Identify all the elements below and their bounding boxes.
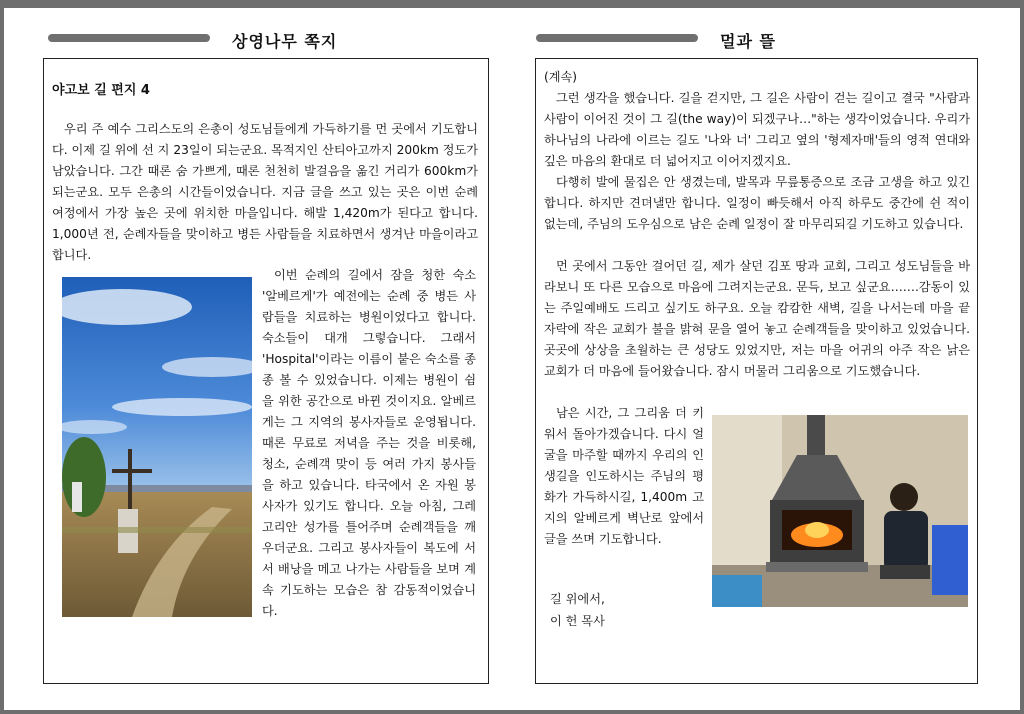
booklet-sheet: [4, 8, 1020, 710]
camino-cross-photo: [62, 277, 252, 617]
right-paragraph-3: 먼 곳에서 그동안 걸어던 길, 제가 살던 김포 땅과 교회, 그리고 성도님들을 바라보니 또 다른 모습으로 마음에 그려지는군요. 문득, 보고 싶군요…….감동이 있는 주일예배도 드리고 싶기도 하구요. 오늘 캄캄한 새벽, 길을 나서는데 마을 끝자락에 작은 교회가 불을 밝혀 문을 열어 놓고 순례객들을 맞이하고 있었습니다. 곳곳에 상상을 초월하는 큰 성당도 있었지만, 저는 마을 어귀의 아주 작은 낡은 교회가 더 마음에 들어왔습니다. 잠시 머물러 그리움으로 기도했습니다.: [544, 259, 970, 378]
left-page-frame: [43, 58, 489, 684]
fireplace-photo: [712, 415, 968, 607]
article-title: 야고보 길 편지 4: [52, 83, 150, 98]
continued-label: (계속): [544, 70, 578, 84]
left-paragraph-2: 이번 순례의 길에서 잠을 청한 숙소 '알베르게'가 예전에는 순례 중 병든 사람들을 치료하는 병원이었다고 합니다. 숙소들이 대개 그렇습니다. 그래서 'Hospital'이라는 이름이 붙은 숙소를 종종 볼 수 있었습니다. 이제는 병원이 쉼을 위한 공간으로 바뀐 것이지요. 알베르게는 그 지역의 봉사자들로 운영됩니다. 때론 무료로 저녁을 주는 것을 비롯해, 청소, 순례객 맞이 등 여러 가지 봉사들을 하고 있습니다. 타국에서 온 자원 봉사자가 있기도 합니다. 오늘 아침, 그레고리안 성가를 틀어주며 순례객들을 깨우더군요. 그리고 봉사자들이 복도에 서서 배낭을 메고 나가는 사람들을 보며 계속 기도하는 모습은 참 감동적이었습니다.: [262, 268, 476, 618]
signature-line-2: 이 헌 목사: [550, 614, 605, 628]
right-page-frame: [535, 58, 978, 684]
right-header-title: 멀과 뜰: [720, 32, 776, 51]
left-header-title: 상영나무 쪽지: [232, 32, 338, 51]
right-paragraph-1: 그런 생각을 했습니다. 길을 걷지만, 그 길은 사람이 걷는 길이고 결국 "사람과 사람이 이어진 것이 그 길(the way)이 되겠구나…"하는 생각이었습니다. 우리가 하나님의 나라에 이르는 길도 '나와 너' 그리고 옆의 '형제자매'들의 영적 연대와 깊은 마음의 환대로 더 넓어지고 이어지겠지요.: [544, 91, 970, 168]
right-paragraph-2: 다행히 발에 물집은 안 생겼는데, 발목과 무릎통증으로 조금 고생을 하고 있긴 합니다. 하지만 견뎌낼만 합니다. 일정이 빠듯해서 아직 하루도 중간에 쉰 적이 없는데, 주님의 도우심으로 남은 순례 일정이 잘 마무리되길 기도하고 있습니다.: [544, 175, 970, 231]
right-header-bar: [536, 34, 698, 42]
right-paragraph-4: 남은 시간, 그 그리움 더 키워서 돌아가겠습니다. 다시 얼굴을 마주할 때까지 우리의 인생길을 인도하시는 주님의 평화가 가득하시길, 1,400m 고지의 알베르게 벽난로 앞에서 글을 쓰며 기도합니다.: [544, 406, 704, 546]
left-paragraph-1: 우리 주 예수 그리스도의 은총이 성도님들에게 가득하기를 먼 곳에서 기도합니다. 이제 길 위에 선 지 23일이 되는군요. 목적지인 산티아고까지 200km 정도가 남았습니다. 그간 때론 숨 가쁘게, 때론 천천히 발걸음을 옮긴 거리가 600km가 되는군요. 모두 은총의 시간들이었습니다. 지금 글을 쓰고 있는 곳은 이번 순례 여정에서 가장 높은 곳에 위치한 마을입니다. 해발 1,420m가 된다고 합니다. 1,000년 전, 순례자들을 맞이하고 병든 사람들을 치료하면서 생겨난 마을이라고 합니다.: [52, 122, 478, 262]
left-header-bar: [48, 34, 210, 42]
signature-line-1: 길 위에서,: [550, 592, 605, 606]
